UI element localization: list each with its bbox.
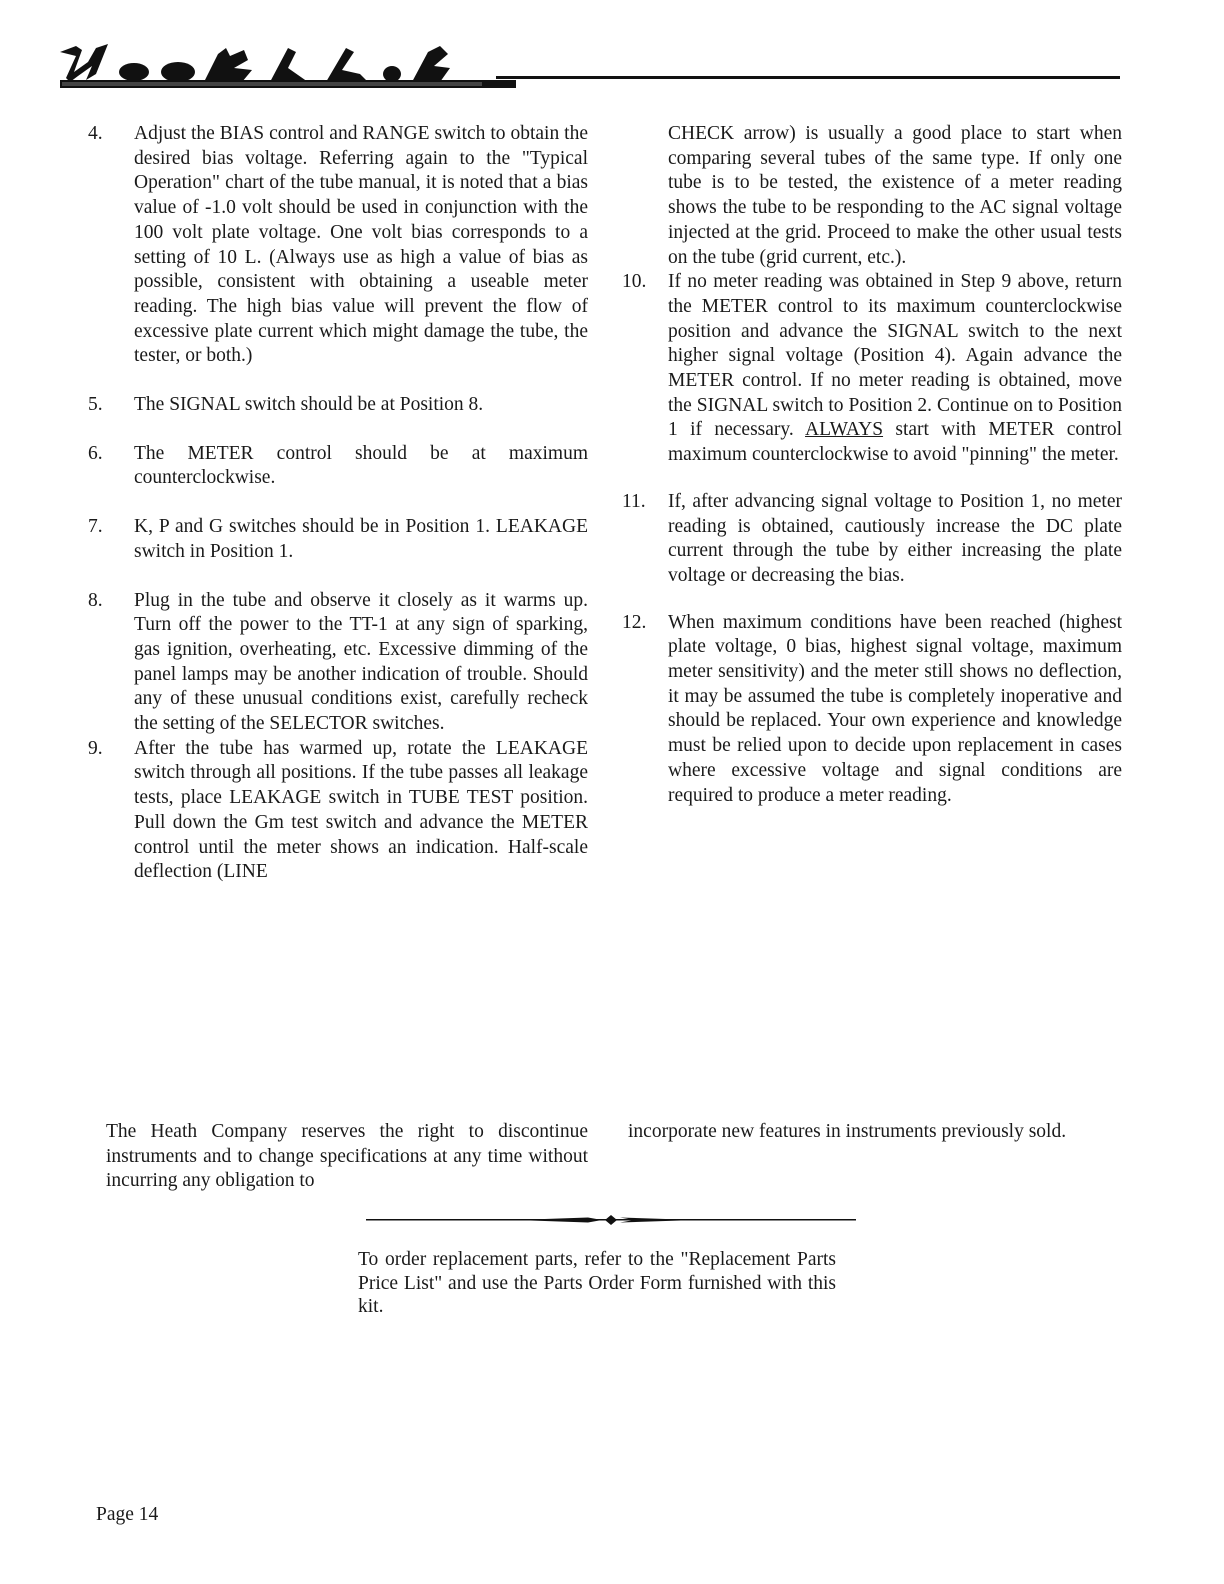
company-notice-right: incorporate new features in instruments previously sold. [628,1121,1067,1142]
replacement-parts-note: To order replacement parts, refer to the "Replacement Parts Price List" and use the Parts Order Form furnished with this kit. [358,1249,836,1317]
heathkit-logo [56,40,516,90]
step-text: Adjust the BIAS control and RANGE switch to obtain the desired bias voltage. Referring again to the "Typical Operation" chart of the tube manual, it is noted that a bias value of -1.0 volt should be used in conjunction with the 100 volt plate voltage. One volt bias corresponds to a setting of 10 L. (Always use as high a value of bias as possible, consistent with obtaining a useable meter reading. The high bias value will prevent the flow of excessive plate current which might damage the tube, the tester, or both.) [134,123,588,367]
left-column [80,122,588,885]
step-9-continuation: CHECK arrow) is usually a good place to start when comparing several tubes of the same type. If only one tube is to be tested, the existence of a meter reading shows the tube to be responding to the AC signal voltage injected at the grid. Proceed to make the other usual tests on the tube (grid current, etc.). [668,123,1122,268]
step-number: 5. [88,394,103,416]
step-number: 9. [88,737,103,759]
step-number: 7. [88,516,103,538]
step-12 [620,611,1122,809]
step-text: The METER control should be at maximum counterclockwise. [134,442,588,489]
page-number: Page 14 [96,1504,159,1525]
step-text-after: start with METER control maximum counterclockwise to avoid "pinning" the meter. [668,419,1122,466]
step-5 [80,393,588,418]
step-9 [80,737,588,885]
page-header [56,40,1120,90]
company-notice-left: The Heath Company reserves the right to discontinue instruments and to change specifications at any time without incurring any obligation to [106,1121,588,1191]
step-text: K, P and G switches should be in Position 1. LEAKAGE switch in Position 1. [134,516,588,562]
step-text: If no meter reading was obtained in Step 9 above, return the METER control to its maximum counterclockwise position and advance the SIGNAL switch to the next higher signal voltage (Position 4). Again advance the METER control. If no meter reading is obtained, move the SIGNAL switch to Position 2. Continue on to Position 1 if necessary. [668,271,1122,441]
header-rule [496,76,1120,79]
decorative-divider [366,1212,856,1228]
step-text: When maximum conditions have been reached (highest plate voltage, 0 bias, highest signal voltage, maximum meter sensitivity) and the meter still shows no deflection, it may be assumed the tube is completely inoperative and should be replaced. Your own experience and knowledge must be relied upon to decide upon replacement in cases where excessive voltage and signal conditions are required to produce a meter reading. [668,611,1122,806]
step-6 [80,442,588,491]
step-number: 11. [622,490,646,512]
step-text: The SIGNAL switch should be at Position 8. [134,394,484,416]
step-8 [80,589,588,737]
step-4 [80,122,588,369]
step-text: Plug in the tube and observe it closely as it warms up. Turn off the power to the TT-1 at any sign of sparking, gas ignition, overheating, etc. Excessive dimming of the panel lamps may be another indication of trouble. Should any of these unusual conditions exist, carefully recheck the setting of the SELECTOR switches. [134,589,588,735]
step-7 [80,515,588,564]
right-column [620,122,1122,808]
step-number: 12. [622,611,647,633]
step-number: 10. [622,271,647,293]
step-text: After the tube has warmed up, rotate the LEAKAGE switch through all positions. If the tube passes all leakage tests, place LEAKAGE switch in TUBE TEST position. Pull down the Gm test switch and advance the METER control until the meter shows an indication. Half-scale deflection (LINE [134,737,588,883]
step-text: If, after advancing signal voltage to Position 1, no meter reading is obtained, cautiously increase the DC plate current through the tube by either increasing the plate voltage or decreasing the bias. [668,490,1122,586]
step-11 [620,490,1122,589]
step-number: 4. [88,123,103,144]
emphasis-always: ALWAYS [805,419,884,441]
step-number: 6. [88,442,103,464]
step-number: 8. [88,589,103,611]
step-10 [620,270,1122,468]
